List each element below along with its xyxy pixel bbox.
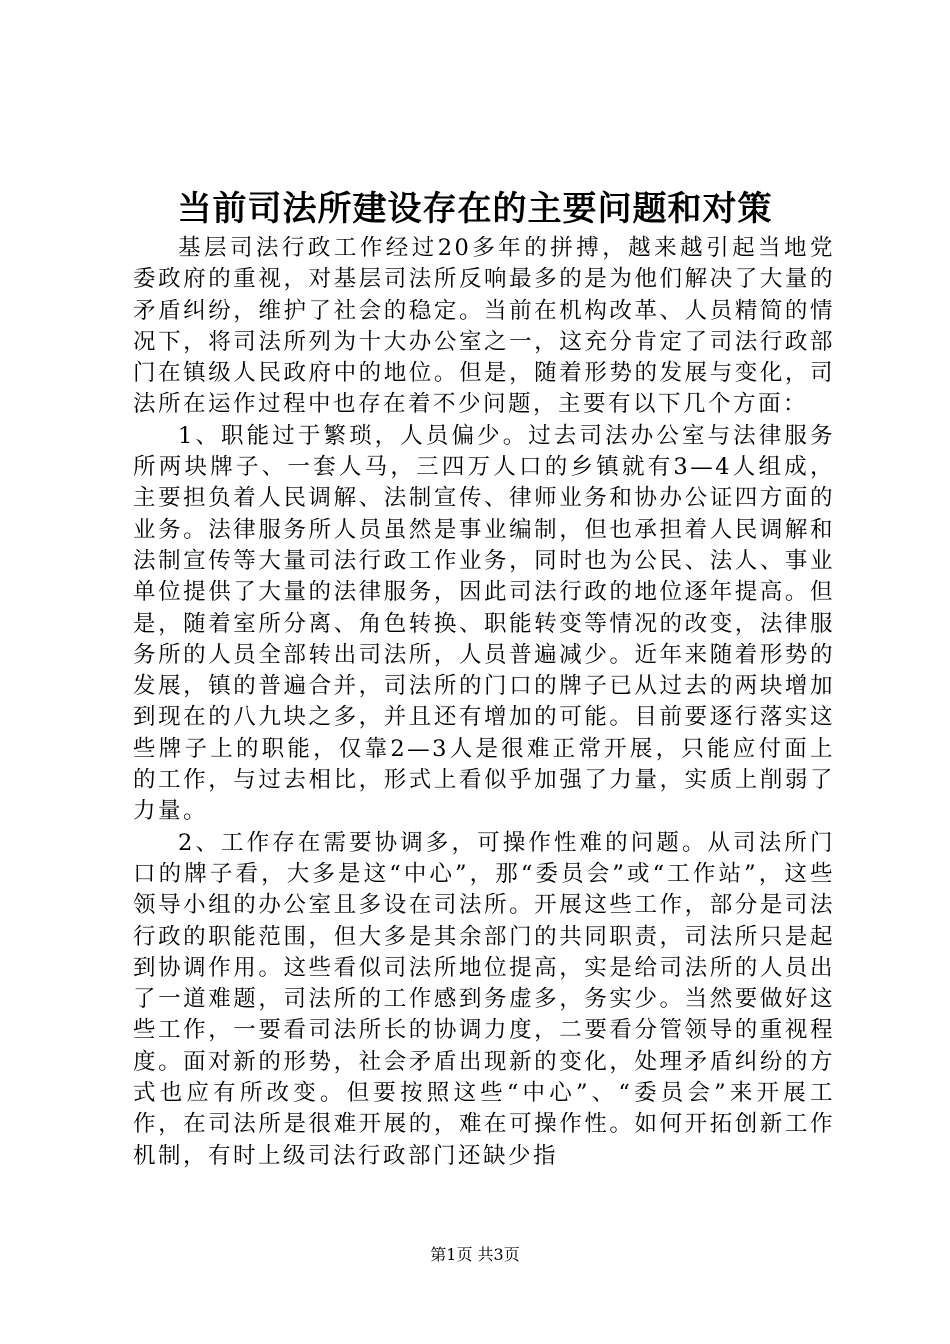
page-footer: 第1页 共3页 xyxy=(430,1245,520,1264)
paragraph-point-2: 2、工作存在需要协调多，可操作性难的问题。从司法所门口的牌子看，大多是这“中心”，那“委员会”或“工作站”，这些领导小组的办公室且多设在司法所。开展这些工作，部分是司法行政的职能范围，但大多是其余部门的共同职责，司法所只是起到协调作用。这些看似司法所地位提高，实是给司法所的人员出了一道难题，司法所的工作感到务虚多，务实少。当然要做好这些工作，一要看司法所长的协调力度，二要看分管领导的重视程度。面对新的形势，社会矛盾出现新的变化，处理矛盾纠纷的方式也应有所改变。但要按照这些“中心”、“委员会”来开展工作，在司法所是很难开展的，难在可操作性。如何开拓创新工作机制，有时上级司法行政部门还缺少指 xyxy=(133,829,835,1169)
document-body xyxy=(133,233,835,1172)
paragraph-point-1: 1、职能过于繁琐，人员偏少。过去司法办公室与法律服务所两块牌子、一套人马，三四万人口的乡镇就有3—4人组成，主要担负着人民调解、法制宣传、律师业务和协办公证四方面的业务。法律服务所人员虽然是事业编制，但也承担着人民调解和法制宣传等大量司法行政工作业务，同时也为公民、法人、事业单位提供了大量的法律服务，因此司法行政的地位逐年提高。但是，随着室所分离、角色转换、职能转变等情况的改变，法律服务所的人员全部转出司法所，人员普遍减少。近年来随着形势的发展，镇的普遍合并，司法所的门口的牌子已从过去的两块增加到现在的八九块之多，并且还有增加的可能。目前要逐行落实这些牌子上的职能，仅靠2—3人是很难正常开展，只能应付面上的工作，与过去相比，形式上看似乎加强了力量，实质上削弱了力量。 xyxy=(133,422,835,825)
document-title: 当前司法所建设存在的主要问题和对策 xyxy=(177,189,773,229)
paragraph-intro: 基层司法行政工作经过20多年的拼搏，越来越引起当地党委政府的重视，对基层司法所反响最多的是为他们解决了大量的矛盾纠纷，维护了社会的稳定。当前在机构改革、人员精简的情况下，将司法所列为十大办公室之一，这充分肯定了司法行政部门在镇级人民政府中的地位。但是，随着形势的发展与变化，司法所在运作过程中也存在着不少问题，主要有以下几个方面： xyxy=(133,235,835,418)
